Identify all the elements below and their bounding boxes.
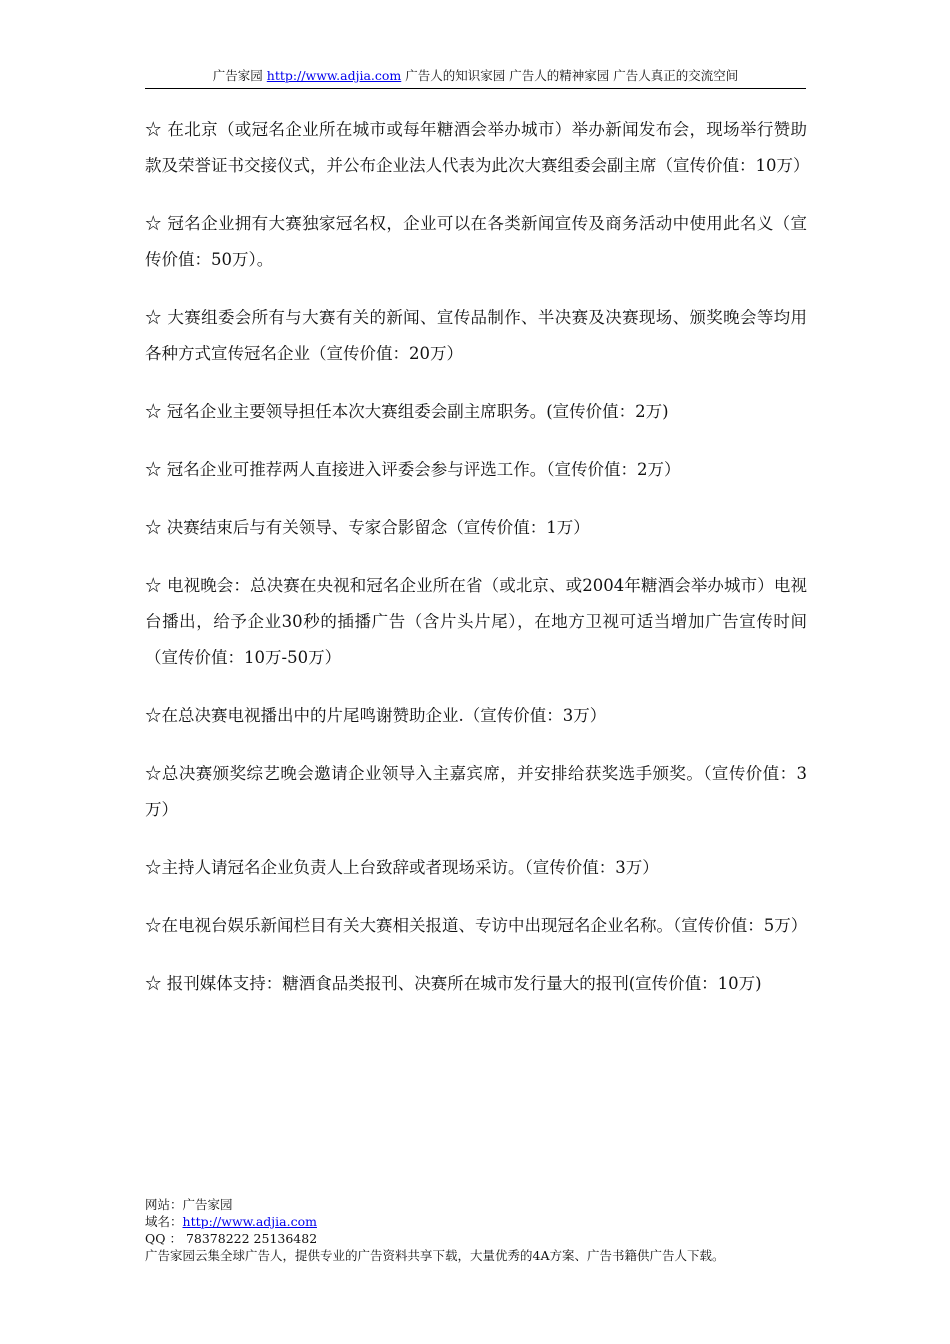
document-body: [145, 112, 810, 1024]
paragraph-naming-rights: ☆ 冠名企业拥有大赛独家冠名权，企业可以在各类新闻宣传及商务活动中使用此名义（宣传价值：50万）。: [145, 214, 807, 269]
paragraph-entertainment-news: ☆在电视台娱乐新闻栏目有关大赛相关报道、专访中出现冠名企业名称。（宣传价值：5万）: [145, 916, 808, 935]
footer-domain-link[interactable]: http://www.adjia.com: [182, 1214, 317, 1229]
paragraph-group-photo: ☆ 决赛结束后与有关领导、专家合影留念（宣传价值：1万）: [145, 518, 590, 537]
paragraph-print-media: ☆ 报刊媒体支持：糖酒食品类报刊、决赛所在城市发行量大的报刊(宣传价值：10万): [145, 974, 762, 993]
paragraph-committee-promotion: ☆ 大赛组委会所有与大赛有关的新闻、宣传品制作、半决赛及决赛现场、颁奖晚会等均用各种方式宣传冠名企业（宣传价值：20万）: [145, 308, 807, 363]
header-divider: [145, 88, 806, 89]
footer-qq-line: QQ ： 78378222 25136482: [145, 1231, 318, 1246]
paragraph-press-conference: ☆ 在北京（或冠名企业所在城市或每年糖酒会举办城市）举办新闻发布会，现场举行赞助款及荣誉证书交接仪式，并公布企业法人代表为此次大赛组委会副主席（宣传价值：10万）: [145, 120, 810, 175]
paragraph-award-gala: ☆总决赛颁奖综艺晚会邀请企业领导入主嘉宾席，并安排给获奖选手颁奖。（宣传价值：3万）: [145, 764, 807, 819]
header-site-name: 广告家园: [212, 68, 263, 83]
header-url-link[interactable]: http://www.adjia.com: [266, 68, 402, 83]
footer-domain-label: 域名：: [145, 1214, 183, 1229]
paragraph-credits: ☆在总决赛电视播出中的片尾鸣谢赞助企业.（宣传价值：3万）: [145, 706, 607, 725]
paragraph-host-interview: ☆主持人请冠名企业负责人上台致辞或者现场采访。（宣传价值：3万）: [145, 858, 659, 877]
header-tagline: 广告人的知识家园 广告人的精神家园 广告人真正的交流空间: [405, 68, 739, 83]
paragraph-vice-chairman: ☆ 冠名企业主要领导担任本次大赛组委会副主席职务。(宣传价值：2万): [145, 402, 669, 421]
paragraph-judges: ☆ 冠名企业可推荐两人直接进入评委会参与评选工作。（宣传价值：2万）: [145, 460, 681, 479]
footer-domain-line: [145, 1213, 815, 1230]
footer-site-label: 网站：广告家园: [145, 1197, 233, 1212]
paragraph-tv-gala: ☆ 电视晚会：总决赛在央视和冠名企业所在省（或北京、或2004年糖酒会举办城市）电视台播出，给予企业30秒的插播广告（含片头片尾），在地方卫视可适当增加广告宣传时间（宣传价值：10万-50万）: [145, 576, 807, 667]
page-header: [145, 67, 806, 85]
page-footer: [145, 1196, 815, 1264]
footer-description: 广告家园云集全球广告人，提供专业的广告资料共享下载，大量优秀的4A方案、广告书籍供广告人下载。: [145, 1248, 725, 1263]
